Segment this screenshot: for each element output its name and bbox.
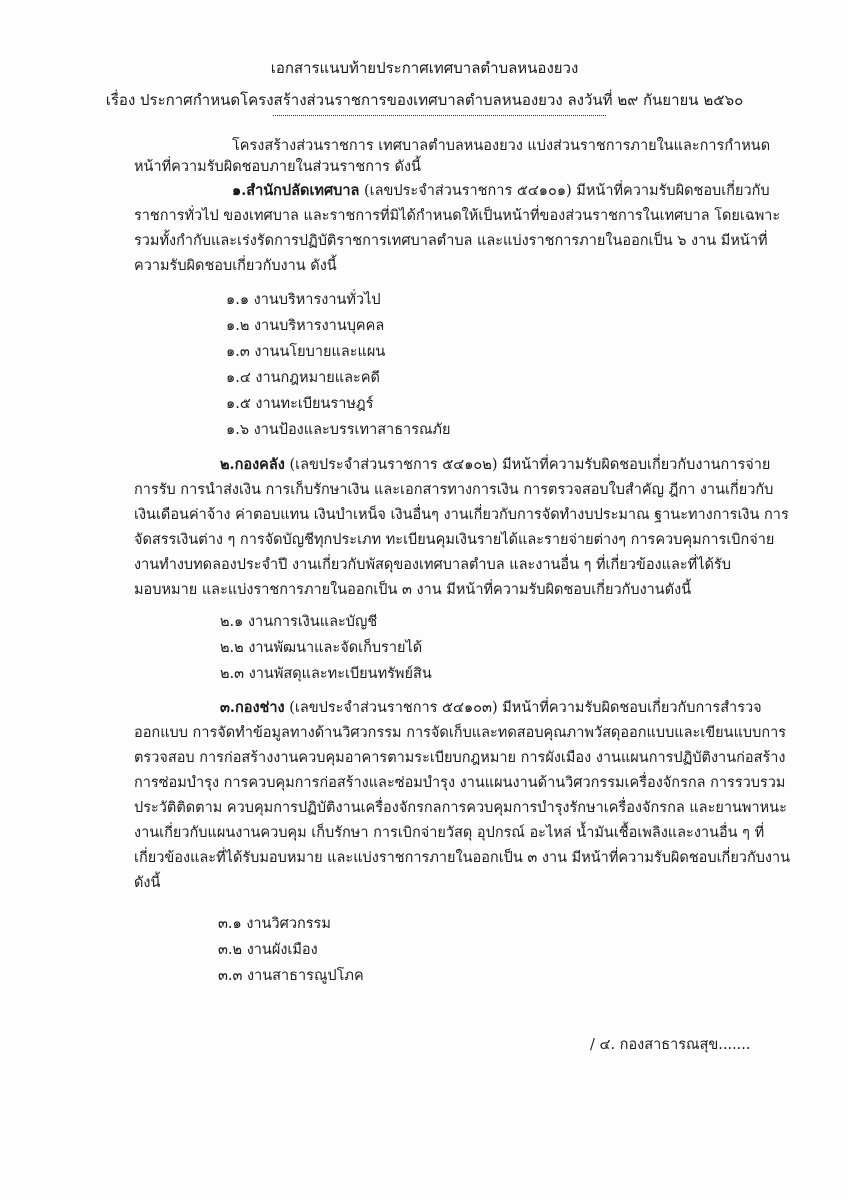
list-item: ๑.๑ งานบริหารงานทั่วไป bbox=[226, 292, 381, 308]
paragraph-line: เงินเดือนค่าจ้าง ค่าตอบแทน เงินบำเหน็จ เงินอื่นๆ งานเกี่ยวกับการจัดทำงบประมาณ ฐานะทางการเงิน การ bbox=[134, 507, 789, 523]
paragraph-line: ความรับผิดชอบเกี่ยวกับงาน ดังนี้ bbox=[134, 258, 337, 274]
paragraph-line: งานทำงบทดลองประจำปี งานเกี่ยวกับพัสดุของเทศบาลตำบล และงานอื่น ๆ ที่เกี่ยวข้องและที่ได้รับ bbox=[134, 557, 731, 573]
paragraph-line: ตรวจสอบ การก่อสร้างงานควบคุมอาคารตามระเบียบกฎหมาย การผังเมือง งานแผนการปฏิบัติงานก่อสร้าง bbox=[134, 750, 786, 766]
paragraph-line: ราชการทั่วไป ของเทศบาล และราชการที่มิได้กำหนดให้เป็นหน้าที่ของส่วนราชการในเทศบาล โดยเฉพาะ bbox=[134, 208, 781, 224]
section-3-text: (เลขประจำส่วนราชการ ๕๔๑๐๓) มีหน้าที่ความรับผิดชอบเกี่ยวกับการสำรวจ bbox=[284, 700, 762, 716]
paragraph-line: การรับ การนำส่งเงิน การเก็บรักษาเงิน และเอกสารทางการเงิน การตรวจสอบใบสำคัญ ฎีกา งานเกี่ยวกับ bbox=[134, 482, 774, 498]
paragraph-line: เกี่ยวข้องและที่ได้รับมอบหมาย และแบ่งราชการภายในออกเป็น ๓ งาน มีหน้าที่ความรับผิดชอบเกี่ยวกับงาน bbox=[134, 850, 791, 866]
document-subject: เรื่อง ประกาศกำหนดโครงสร้างส่วนราชการของเทศบาลตำบลหนองยวง ลงวันที่ ๒๙ กันยายน ๒๕๖๐ bbox=[105, 91, 744, 109]
list-item: ๒.๒ งานพัฒนาและจัดเก็บรายได้ bbox=[220, 640, 423, 656]
list-item: ๑.๔ งานกฎหมายและคดี bbox=[226, 370, 380, 386]
section-3-first-line bbox=[220, 698, 762, 718]
paragraph-line: รวมทั้งกำกับและเร่งรัดการปฏิบัติราชการเทศบาลตำบล และแบ่งราชการภายในออกเป็น ๖ งาน มีหน้าที่ bbox=[134, 233, 768, 249]
intro-line: หน้าที่ความรับผิดชอบภายในส่วนราชการ ดังนี้ bbox=[134, 159, 421, 175]
paragraph-line: มอบหมาย และแบ่งราชการภายในออกเป็น ๓ งาน มีหน้าที่ความรับผิดชอบเกี่ยวกับงานดังนี้ bbox=[134, 582, 692, 598]
list-item: ๑.๒ งานบริหารงานบุคคล bbox=[226, 318, 385, 334]
list-item: ๑.๓ งานนโยบายและแผน bbox=[226, 344, 386, 360]
section-2-text: (เลขประจำส่วนราชการ ๕๔๑๐๒) มีหน้าที่ความรับผิดชอบเกี่ยวกับงานการจ่าย bbox=[284, 457, 771, 473]
list-item: ๓.๒ งานผังเมือง bbox=[218, 942, 318, 958]
document-title: เอกสารแนบท้ายประกาศเทศบาลตำบลหนองยวง bbox=[270, 59, 579, 77]
paragraph-line: จัดสรรเงินต่าง ๆ การจัดบัญชีทุกประเภท ทะเบียนคุมเงินรายได้และรายจ่ายต่างๆ การควบคุมการเบิกจ่าย bbox=[134, 532, 775, 548]
list-item: ๒.๑ งานการเงินและบัญชี bbox=[220, 614, 378, 630]
page-continuation: / ๔. กองสาธารณสุข....... bbox=[590, 1037, 751, 1053]
section-3-heading: ๓.กองช่าง bbox=[220, 699, 285, 716]
intro-line: โครงสร้างส่วนราชการ เทศบาลตำบลหนองยวง แบ่งส่วนราชการภายในและการกำหนด bbox=[232, 138, 771, 154]
list-item: ๓.๑ งานวิศวกรรม bbox=[218, 916, 331, 932]
paragraph-line: งานเกี่ยวกับแผนงานควบคุม เก็บรักษา การเบิกจ่ายวัสดุ อุปกรณ์ อะไหล่ น้ำมันเชื้อเพลิงและงานอื่น ๆ ที่ bbox=[134, 825, 765, 841]
list-item: ๑.๖ งานป้องและบรรเทาสาธารณภัย bbox=[226, 422, 451, 438]
section-1-text: (เลขประจำส่วนราชการ ๕๔๑๐๑) มีหน้าที่ความรับผิดชอบเกี่ยวกับ bbox=[359, 183, 770, 199]
paragraph-line: ออกแบบ การจัดทำข้อมูลทางด้านวิศวกรรม การจัดเก็บและทดสอบคุณภาพวัสดุออกแบบและเขียนแบบการ bbox=[134, 725, 787, 741]
paragraph-line: ประวัติติดตาม ควบคุมการปฏิบัติงานเครื่องจักรกลการควบคุมการบำรุงรักษาเครื่องจักรกล และยานพาหนะ bbox=[134, 800, 787, 816]
paragraph-line: ดังนี้ bbox=[134, 875, 161, 891]
section-1-first-line bbox=[232, 181, 770, 201]
separator-dots bbox=[273, 115, 606, 116]
section-1-heading: ๑.สำนักปลัดเทศบาล bbox=[232, 182, 360, 199]
section-2-heading: ๒.กองคลัง bbox=[220, 456, 285, 473]
paragraph-line: การซ่อมบำรุง การควบคุมการก่อสร้างและซ่อมบำรุง งานแผนงานด้านวิศวกรรมเครื่องจักรกล การรวบรวม bbox=[134, 775, 786, 791]
list-item: ๒.๓ งานพัสดุและทะเบียนทรัพย์สิน bbox=[220, 666, 432, 682]
section-2-first-line bbox=[220, 455, 770, 475]
list-item: ๓.๓ งานสาธารณูปโภค bbox=[218, 968, 364, 984]
list-item: ๑.๕ งานทะเบียนราษฎร์ bbox=[226, 396, 374, 412]
